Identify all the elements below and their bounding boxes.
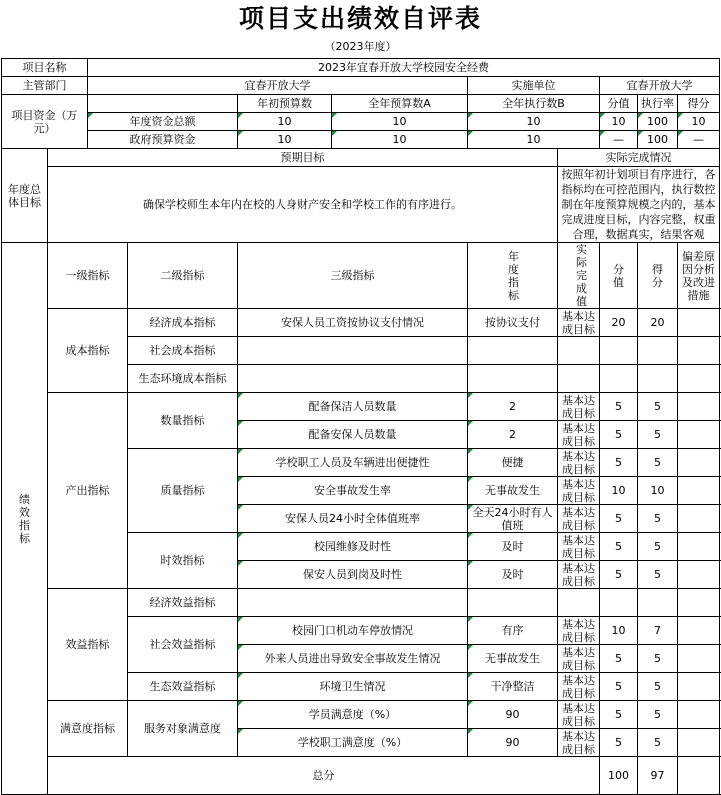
level3-indicator: 配备安保人员数量: [238, 421, 468, 449]
annual-target: 90: [468, 729, 558, 757]
deviation-analysis: [678, 701, 720, 729]
annual-target: 90: [468, 701, 558, 729]
funds-row-label: 年度资金总额: [88, 113, 238, 131]
indicator-header: 分值: [600, 243, 638, 309]
annual-target: 及时: [468, 561, 558, 589]
level2-indicator: 生态环境成本指标: [128, 365, 238, 393]
level3-indicator: 安保人员24小时全体值班率: [238, 505, 468, 533]
table-row: [2, 95, 720, 113]
level2-indicator: 经济效益指标: [128, 589, 238, 617]
score-got: 7: [638, 617, 678, 645]
table-row: [2, 59, 720, 77]
indicator-header: 实际完成值: [558, 243, 600, 309]
level3-indicator: [238, 365, 468, 393]
deviation-analysis: [678, 421, 720, 449]
table-row: [2, 243, 720, 309]
annual-target: 无事故发生: [468, 477, 558, 505]
funds-header: 年初预算数: [238, 95, 332, 113]
score-value: 5: [600, 561, 638, 589]
table-row: [2, 757, 720, 795]
actual-value: 基本达成目标: [558, 449, 600, 477]
level3-indicator: 外来人员进出导致安全事故发生情况: [238, 645, 468, 673]
score-got: 5: [638, 673, 678, 701]
level3-indicator: 学校职工人员及车辆进出便捷性: [238, 449, 468, 477]
funds-cell: 10: [678, 113, 720, 131]
goal-label: 年度总体目标: [2, 149, 48, 243]
table-row: [2, 77, 720, 95]
actual-value: 基本达成目标: [558, 533, 600, 561]
deviation-analysis: [678, 561, 720, 589]
score-got: 5: [638, 645, 678, 673]
score-value: 20: [600, 309, 638, 337]
funds-cell: 10: [600, 113, 638, 131]
annual-target: 2: [468, 421, 558, 449]
total-remark: [678, 757, 720, 795]
annual-target: 便捷: [468, 449, 558, 477]
score-value: [600, 337, 638, 365]
level2-indicator: 质量指标: [128, 449, 238, 533]
score-got: 5: [638, 421, 678, 449]
funds-cell: 10: [332, 131, 468, 149]
page-title: 项目支出绩效自评表: [238, 4, 482, 33]
annual-target: 无事故发生: [468, 645, 558, 673]
score-got: 5: [638, 393, 678, 421]
funds-header: 全年预算数A: [332, 95, 468, 113]
annual-target: 有序: [468, 617, 558, 645]
funds-row-label: 政府预算资金: [88, 131, 238, 149]
deviation-analysis: [678, 449, 720, 477]
level3-indicator: 学员满意度（%）: [238, 701, 468, 729]
deviation-analysis: [678, 365, 720, 393]
level2-indicator: 时效指标: [128, 533, 238, 589]
total-label: 总分: [48, 757, 600, 795]
table-row: [2, 149, 720, 167]
impl-value: 宜春开放大学: [600, 77, 720, 95]
level3-indicator: [238, 589, 468, 617]
score-got: 5: [638, 561, 678, 589]
year-label: （2023年度）: [324, 40, 397, 53]
score-got: 20: [638, 309, 678, 337]
funds-cell: 100: [638, 131, 678, 149]
actual-value: 基本达成目标: [558, 309, 600, 337]
project-name-value: 2023年宜春开放大学校园安全经费: [88, 59, 720, 77]
level3-indicator: 安全事故发生率: [238, 477, 468, 505]
table-row: [2, 309, 720, 337]
funds-header: 得分: [678, 95, 720, 113]
funds-label: 项目资金（万元）: [2, 95, 88, 149]
level3-indicator: 学校职工满意度（%）: [238, 729, 468, 757]
deviation-analysis: [678, 393, 720, 421]
annual-target: 全天24小时有人值班: [468, 505, 558, 533]
level2-indicator: 社会成本指标: [128, 337, 238, 365]
indicator-header: 三级指标: [238, 243, 468, 309]
score-got: [638, 337, 678, 365]
funds-cell: 10: [238, 113, 332, 131]
total-got: 97: [638, 757, 678, 795]
annual-target: 2: [468, 393, 558, 421]
funds-cell: 10: [468, 131, 600, 149]
expected-goal-header: 预期目标: [48, 149, 558, 167]
score-value: 5: [600, 421, 638, 449]
score-value: 5: [600, 645, 638, 673]
annual-target: [468, 365, 558, 393]
indicator-header: 偏差原因分析及改进措施: [678, 243, 720, 309]
actual-value: 基本达成目标: [558, 617, 600, 645]
indicator-header: 一级指标: [48, 243, 128, 309]
actual-value: 基本达成目标: [558, 645, 600, 673]
deviation-analysis: [678, 673, 720, 701]
score-value: [600, 365, 638, 393]
table-row: [2, 113, 720, 131]
table-row: [2, 167, 720, 243]
impl-label: 实施单位: [468, 77, 600, 95]
actual-completion-header: 实际完成情况: [558, 149, 720, 167]
actual-completion-text: 按照年初计划项目有序进行，各指标均在可控范围内，执行数控制在年度预算规模之内的，基本完成进度目标，内容完整，权重合理，数据真实，结果客观: [558, 167, 720, 243]
annual-target: 干净整洁: [468, 673, 558, 701]
evaluation-table: [1, 58, 720, 795]
score-got: 5: [638, 533, 678, 561]
score-got: 5: [638, 449, 678, 477]
score-value: 5: [600, 729, 638, 757]
score-value: 5: [600, 533, 638, 561]
score-got: 5: [638, 729, 678, 757]
level1-indicator: 产出指标: [48, 393, 128, 589]
table-row: [2, 131, 720, 149]
level2-indicator: 数量指标: [128, 393, 238, 449]
actual-value: 基本达成目标: [558, 505, 600, 533]
deviation-analysis: [678, 533, 720, 561]
actual-value: [558, 365, 600, 393]
level2-indicator: 生态效益指标: [128, 673, 238, 701]
table-row: [2, 701, 720, 729]
funds-header: 执行率: [638, 95, 678, 113]
project-name-label: 项目名称: [2, 59, 88, 77]
score-value: 5: [600, 701, 638, 729]
total-score: 100: [600, 757, 638, 795]
level2-indicator: 经济成本指标: [128, 309, 238, 337]
actual-value: 基本达成目标: [558, 729, 600, 757]
deviation-analysis: [678, 645, 720, 673]
actual-value: [558, 589, 600, 617]
table-row: [2, 393, 720, 421]
indicator-header: 二级指标: [128, 243, 238, 309]
funds-header-blank: [88, 95, 238, 113]
annual-target: [468, 337, 558, 365]
score-value: 5: [600, 449, 638, 477]
actual-value: [558, 337, 600, 365]
funds-cell: —: [600, 131, 638, 149]
level3-indicator: 保安人员到岗及时性: [238, 561, 468, 589]
dept-value: 宜春开放大学: [88, 77, 468, 95]
score-got: 5: [638, 701, 678, 729]
level3-indicator: 安保人员工资按协议支付情况: [238, 309, 468, 337]
funds-cell: 100: [638, 113, 678, 131]
deviation-analysis: [678, 505, 720, 533]
score-value: 5: [600, 505, 638, 533]
actual-value: 基本达成目标: [558, 477, 600, 505]
funds-header: 分值: [600, 95, 638, 113]
level1-indicator: 满意度指标: [48, 701, 128, 757]
score-value: 5: [600, 393, 638, 421]
funds-cell: 10: [468, 113, 600, 131]
score-got: [638, 365, 678, 393]
score-value: 10: [600, 617, 638, 645]
deviation-analysis: [678, 617, 720, 645]
expected-goal-text: 确保学校师生本年内在校的人身财产安全和学校工作的有序进行。: [48, 167, 558, 243]
deviation-analysis: [678, 309, 720, 337]
annual-target: 及时: [468, 533, 558, 561]
annual-target: 按协议支付: [468, 309, 558, 337]
score-value: 5: [600, 673, 638, 701]
level2-indicator: 服务对象满意度: [128, 701, 238, 757]
level3-indicator: 环境卫生情况: [238, 673, 468, 701]
deviation-analysis: [678, 477, 720, 505]
score-got: [638, 589, 678, 617]
deviation-analysis: [678, 337, 720, 365]
score-got: 10: [638, 477, 678, 505]
level2-indicator: 社会效益指标: [128, 617, 238, 673]
level1-indicator: 成本指标: [48, 309, 128, 393]
level3-indicator: 校园维修及时性: [238, 533, 468, 561]
level3-indicator: 校园门口机动车停放情况: [238, 617, 468, 645]
table-row: [2, 589, 720, 617]
score-value: 10: [600, 477, 638, 505]
annual-target: [468, 589, 558, 617]
actual-value: 基本达成目标: [558, 393, 600, 421]
actual-value: 基本达成目标: [558, 421, 600, 449]
dept-label: 主管部门: [2, 77, 88, 95]
indicators-label: 绩效指标: [2, 243, 48, 795]
funds-cell: —: [678, 131, 720, 149]
score-value: [600, 589, 638, 617]
level3-indicator: 配备保洁人员数量: [238, 393, 468, 421]
deviation-analysis: [678, 729, 720, 757]
score-got: 5: [638, 505, 678, 533]
funds-cell: 10: [332, 113, 468, 131]
actual-value: 基本达成目标: [558, 701, 600, 729]
actual-value: 基本达成目标: [558, 673, 600, 701]
level3-indicator: [238, 337, 468, 365]
indicator-header: 年度指标: [468, 243, 558, 309]
indicator-header: 得分: [638, 243, 678, 309]
deviation-analysis: [678, 589, 720, 617]
funds-header: 全年执行数B: [468, 95, 600, 113]
actual-value: 基本达成目标: [558, 561, 600, 589]
funds-cell: 10: [238, 131, 332, 149]
level1-indicator: 效益指标: [48, 589, 128, 701]
